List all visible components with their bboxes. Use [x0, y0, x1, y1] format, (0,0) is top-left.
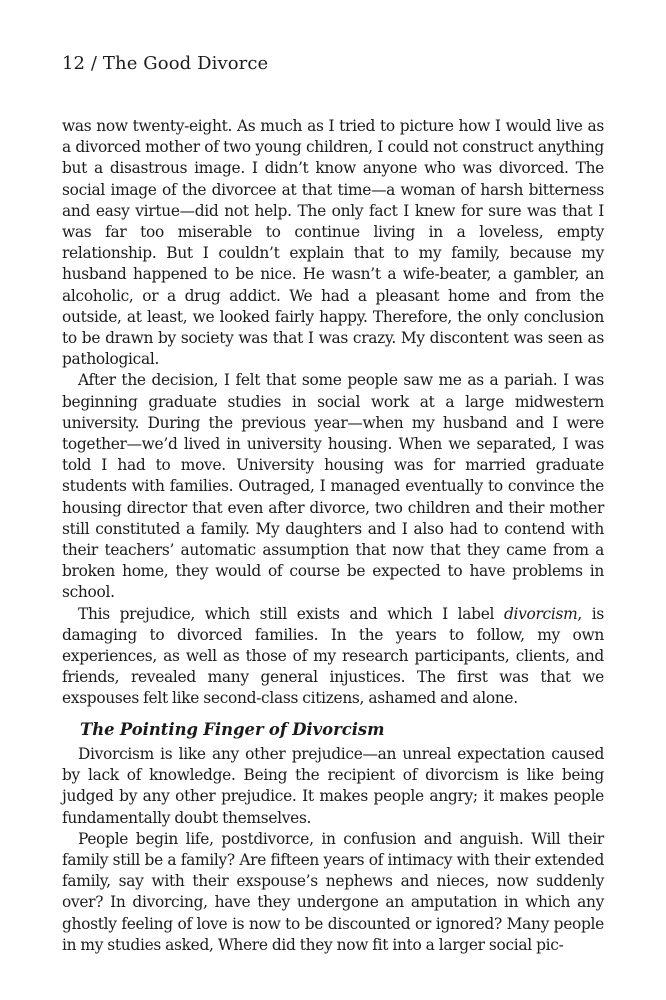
paragraph-text: This prejudice, which still exists and which I label	[78, 604, 504, 623]
running-head: 12 / The Good Divorce	[62, 53, 269, 74]
paragraph: People begin life, postdivorce, in confusion and anguish. Will their family still be a family? Are fifteen years of intimacy with their extended family, say with their exspouse’s nephews and nieces, now suddenly over? In divorcing, have they undergone an amputation in which any ghostly feeling of love is now to be discounted or ignored? Many people in my studies asked, Where did they now fit into a larger social pic-	[62, 829, 604, 954]
paragraph: was now twenty-eight. As much as I tried to picture how I would live as a divorced mother of two young children, I could not construct anything but a disastrous image. I didn’t know anyone who was divorced. The social image of the divorcee at that time—a woman of harsh bitterness and easy virtue—did not help. The only fact I knew for sure was that I was far too miserable to continue living in a loveless, empty relationship. But I couldn’t explain that to my family, because my husband happened to be nice. He wasn’t a wife-beater, a gambler, an alcoholic, or a drug addict. We had a pleasant home and from the outside, at least, we looked fairly happy. Therefore, the only conclusion to be drawn by society was that I was crazy. My discontent was seen as pathological.	[62, 117, 604, 369]
paragraph: Divorcism is like any other prejudice—an unreal expectation caused by lack of knowledge. Being the recipient of divorcism is like being judged by any other prejudice. It makes people angry; it makes people fundamentally doubt themselves.	[62, 744, 604, 827]
italic-term: divorcism	[503, 604, 578, 623]
body-text	[62, 116, 604, 956]
paragraph: After the decision, I felt that some people saw me as a pariah. I was beginning graduate studies in social work at a large midwestern university. During the previous year—when my husband and I were together—we’d lived in university housing. When we separated, I was told I had to move. University housing was for married graduate students with families. Outraged, I managed eventually to convince the housing director that even after divorce, two children and their mother still constituted a family. My daughters and I also had to contend with their teachers’ automatic assumption that now that they came from a broken home, they would of course be expected to have problems in school.	[62, 371, 604, 602]
paragraph-text: , is damaging to divorced families. In the years to follow, my own experiences, as well as those of my research participants, clients, and friends, revealed many general injustices. The first was that we exspouses felt like second-class citizens, ashamed and alone.	[62, 604, 604, 708]
section-heading: The Pointing Finger of Divorcism	[80, 719, 385, 739]
paragraph	[62, 604, 604, 710]
